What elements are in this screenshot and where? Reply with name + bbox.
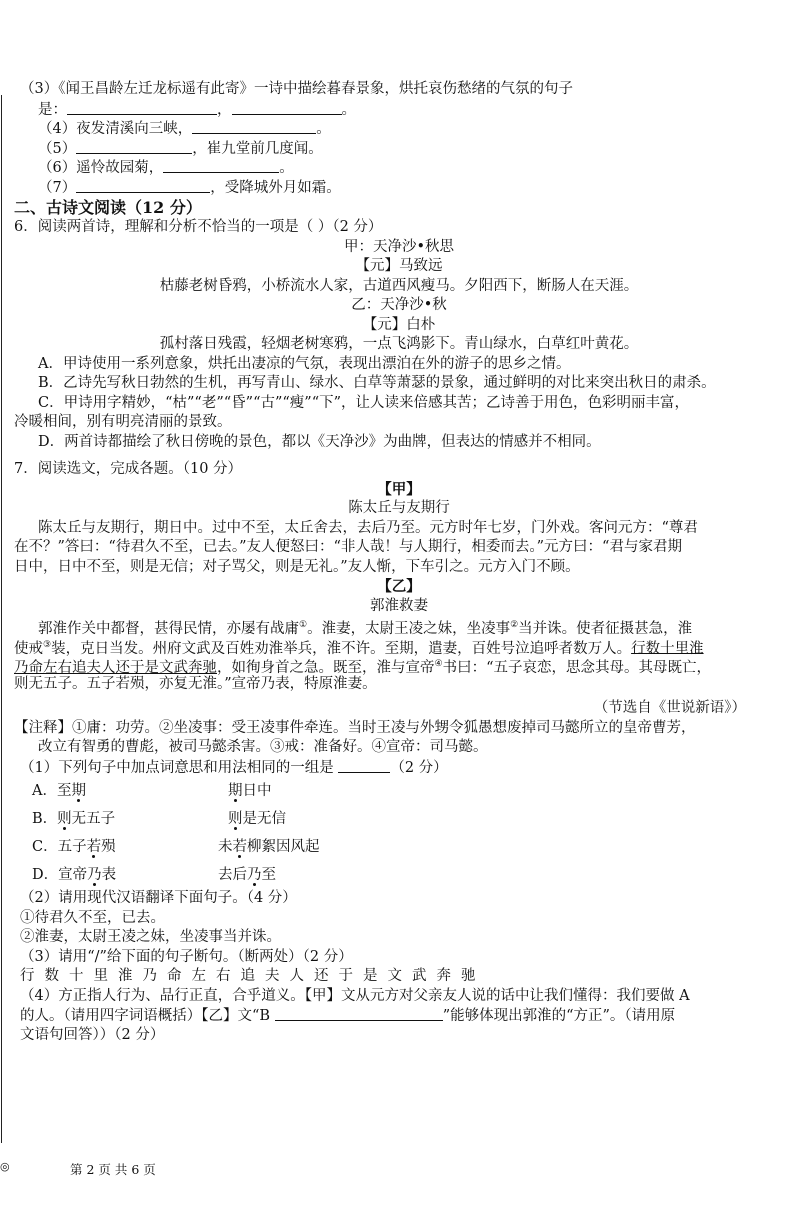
dotted-char: 则: [57, 811, 72, 827]
exam-page: [14, 80, 784, 1045]
q5-item6: （6）遥怜故园菊， 。: [38, 160, 294, 176]
passage-jia-mark: 【甲】: [377, 480, 421, 498]
footnote-ref: ④: [434, 659, 443, 669]
q6-option-b: B．乙诗先写秋日勃然的生机，再写青山、绿水、白草等萧瑟的景象，通过鲜明的对比来突出秋日的肃杀。: [38, 375, 716, 391]
binding-margin-line: [1, 95, 2, 1143]
q5-item7: （7） ，受降城外月如霜。: [38, 179, 341, 196]
underlined-sentence: 乃命左右追夫人还于是文武奔驰: [14, 659, 217, 676]
poem2-text: 孤村落日残霞，轻烟老树寒鸦，一点飞鸿影下。青山绿水，白草红叶黄花。: [159, 336, 639, 352]
answer-blank[interactable]: [232, 100, 342, 115]
subq2-sentence1: ①待君久不至，已去。: [20, 909, 165, 926]
answer-blank[interactable]: [338, 758, 390, 773]
page-number: 第 2 页 共 6 页: [70, 1162, 156, 1177]
dotted-char: 则: [228, 811, 243, 827]
q6-option-c-cont: 冷暖相间，别有明亮清丽的景致。: [14, 414, 232, 430]
footnote-ref: ②: [510, 620, 519, 630]
answer-blank[interactable]: [192, 119, 316, 134]
dotted-char: 若: [86, 839, 102, 855]
poem1-text: 枯藤老树昏鸦，小桥流水人家，古道西风瘦马。夕阳西下，断肠人在天涯。: [159, 277, 639, 294]
passage-jia-line3: 日中，日中不至，则是无信；对子骂父，则是无礼。”友人惭，下车引之。元方入门不顾。: [14, 558, 580, 575]
passage-yi-line1: 郭淮作关中都督，甚得民情，亦屡有战庸①。淮妻，太尉王凌之妹，坐凌事②当并诛。使者征摄甚急，淮: [38, 620, 693, 637]
annotation-line1: 【注释】①庸：功劳。②坐凌事：受王凌事件牵连。当时王凌与外甥令狐愚想废掉司马懿所立的皇帝曹芳，: [14, 719, 696, 736]
subq1-option-c: C．五子若殒 未若柳絮因风起: [32, 839, 320, 855]
page-footer: [0, 1160, 797, 1180]
subq2-sentence2: ②淮妻，太尉王凌之妹，坐凌事当并诛。: [20, 929, 281, 945]
passage-yi-title: 郭淮救妻: [370, 597, 428, 614]
subq4-line2: 的人。（请用四字词语概括）【乙】文“B ”能够体现出郭淮的“方正”。（请用原: [20, 1008, 676, 1024]
q6-stem: 6．阅读两首诗，理解和分析不恰当的一项是（ ）（2 分）: [14, 219, 383, 235]
answer-blank[interactable]: [163, 158, 279, 173]
passage-jia-line1: 陈太丘与友期行，期日中。过中不至，太丘舍去，去后乃至。元方时年七岁，门外戏。客问元方：“尊君: [38, 519, 698, 536]
poem2-author: 【元】白朴: [362, 316, 436, 333]
dotted-char: 乃: [247, 867, 262, 883]
subq1-option-a: A．至期 期日中: [32, 783, 272, 799]
q6-option-a: A．甲诗使用一系列意象，烘托出凄凉的气氛，表现出漂泊在外的游子的思乡之情。: [38, 355, 571, 372]
passage-yi-line4: 则无五子。五子若殒，亦复无淮。”宣帝乃表，特原淮妻。: [14, 675, 377, 692]
answer-blank[interactable]: [67, 100, 217, 115]
subq2-stem: （2）请用现代汉语翻译下面句子。（4 分）: [20, 890, 297, 906]
poem1-title: 甲：天净沙•秋思: [343, 238, 455, 255]
q5-item4: （4）夜发清溪向三峡， 。: [38, 121, 331, 137]
answer-blank[interactable]: [76, 139, 192, 154]
q5-item3-line2: 是： ， 。: [38, 101, 356, 118]
dotted-char: 期: [71, 783, 86, 799]
passage-yi-line2: 使戒③装，克日当发。州府文武及百姓劝淮举兵，淮不许。至期，遣妻，百姓号泣追呼者数万人。行数十里淮: [14, 639, 704, 657]
answer-blank[interactable]: [76, 178, 210, 193]
subq1-option-b: B．则无五子 则是无信: [32, 811, 286, 827]
subq3-stem: （3）请用“/”给下面的句子断句。（断两处）（2 分）: [20, 948, 353, 965]
q6-option-c: C．甲诗用字精妙，“枯”“老”“昏”“古”“瘦”“下”，让人读来倍感其苦；乙诗善于用色，色彩明丽丰富，: [38, 394, 690, 411]
subq4-line1: （4）方正指人行为、品行正直，合乎道义。【甲】文从元方对父亲友人说的话中让我们懂得：我们要做 A: [20, 987, 690, 1004]
subq1-stem: （1）下列句子中加点词意思和用法相同的一组是 （2 分）: [20, 759, 448, 776]
footnote-ref: ①: [299, 620, 308, 630]
subq3-sentence[interactable]: 行数十里淮乃命左右追夫人还于是文武奔驰: [20, 968, 486, 984]
dotted-char: 乃: [87, 867, 102, 883]
poem1-author: 【元】马致远: [355, 258, 443, 274]
passage-source: （节选自《世说新语》）: [593, 700, 746, 716]
q5-item3-line1: （3）《闻王昌龄左迁龙标遥有此寄》一诗中描绘暮春景象，烘托哀伤愁绪的气氛的句子: [20, 81, 573, 97]
binding-mark-icon: ◎: [0, 1160, 10, 1173]
section-title: 二、古诗文阅读（12 分）: [14, 198, 202, 217]
answer-blank[interactable]: [275, 1006, 443, 1021]
underlined-sentence: 行数十里淮: [631, 640, 704, 657]
q5-item5: （5） ，崔九堂前几度闻。: [38, 140, 323, 157]
passage-yi-mark: 【乙】: [377, 578, 421, 595]
dotted-char: 若: [232, 839, 247, 855]
q7-stem: 7．阅读选文，完成各题。（10 分）: [14, 461, 243, 477]
passage-yi-line3: 乃命左右追夫人还于是文武奔驰，如徇身首之急。既至，淮与宣帝④书曰：“五子哀恋，思念其母。其母既亡，: [14, 659, 711, 676]
subq1-option-d: D．宣帝乃表 去后乃至: [32, 867, 276, 883]
poem2-title: 乙：天净沙•秋: [351, 297, 447, 313]
subq4-line3: 文语句回答））（2 分）: [20, 1026, 165, 1043]
footnote-ref: ③: [43, 639, 52, 650]
dotted-char: 期: [228, 783, 243, 799]
q6-option-d: D．两首诗都描绘了秋日傍晚的景色，都以《天净沙》为曲牌，但表达的情感并不相同。: [38, 433, 601, 450]
annotation-line2: 改立有智勇的曹彪，被司马懿杀害。③戒：准备好。④宣帝：司马懿。: [38, 739, 488, 755]
passage-jia-line2: 在不？”答曰：“待君久不至，已去。”友人便怒曰：“非人哉！与人期行，相委而去。”元方曰：“君与家君期: [14, 539, 682, 555]
passage-jia-title: 陈太丘与友期行: [348, 500, 450, 516]
